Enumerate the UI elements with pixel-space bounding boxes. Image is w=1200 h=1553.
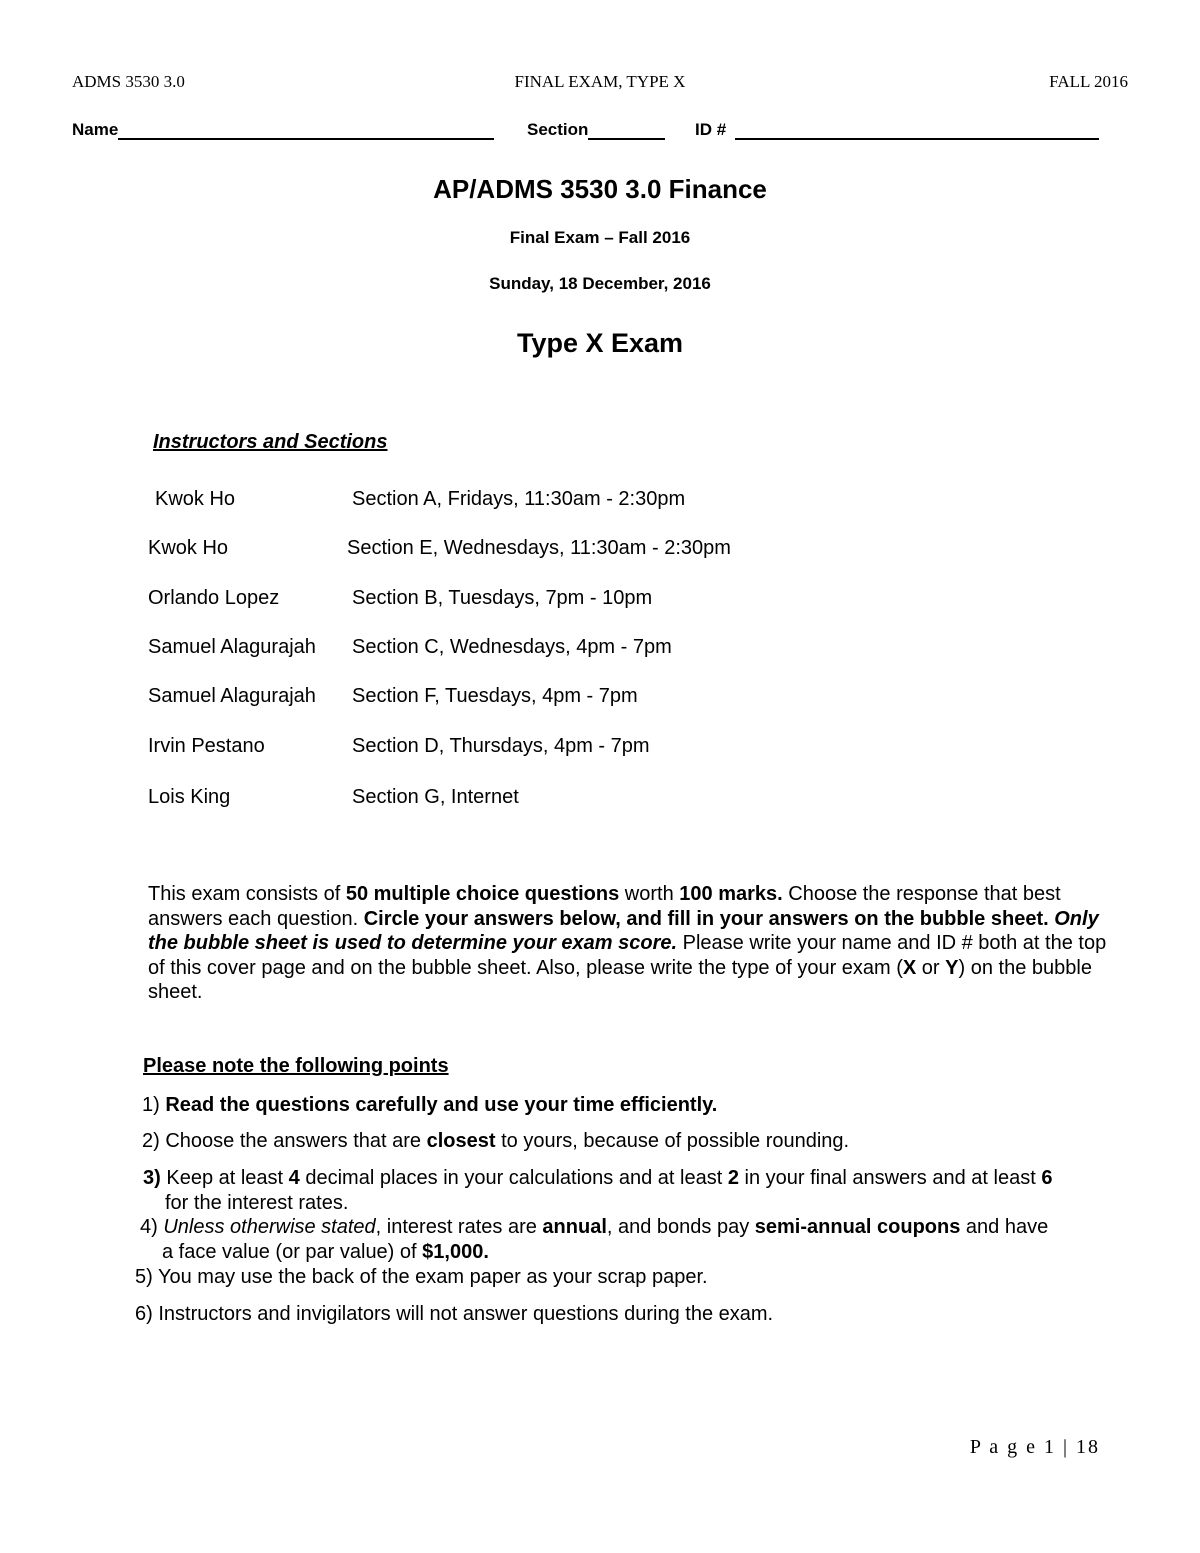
point-6: 6) Instructors and invigilators will not answer questions during the exam.	[135, 1303, 774, 1325]
point-3	[143, 1166, 1133, 1215]
point-text: decimal places in your calculations and at least	[299, 1167, 728, 1189]
header-term: FALL 2016	[1049, 72, 1128, 91]
intro-text: Please write your name and ID # both at the top of this cover page and on the bubble sheet. Also, please write the type of your exam (	[148, 932, 1107, 979]
exam-date: Sunday, 18 December, 2016	[489, 274, 711, 293]
point-1	[142, 1093, 1132, 1118]
instructor-name: Orlando Lopez	[148, 587, 280, 609]
exam-type-heading: Type X Exam	[516, 328, 684, 358]
instructor-name: Kwok Ho	[155, 488, 236, 510]
point-text: to yours, because of possible rounding.	[495, 1130, 850, 1152]
point-text-italic: Unless otherwise stated	[163, 1216, 376, 1238]
instructor-section: Section E, Wednesdays, 11:30am - 2:30pm	[347, 537, 731, 559]
point-text-bold: 6	[1041, 1167, 1053, 1189]
point-5: 5) You may use the back of the exam paper as your scrap paper.	[135, 1266, 708, 1288]
intro-bold-italic: Only the bubble sheet is used to determine your exam score.	[148, 907, 1099, 954]
name-label: Name	[72, 120, 119, 139]
point-text: Keep at least	[160, 1167, 289, 1189]
instructor-section: Section C, Wednesdays, 4pm - 7pm	[352, 636, 672, 658]
instructor-section: Section G, Internet	[352, 786, 519, 808]
page-number: P a g e 1 | 18	[969, 1436, 1100, 1458]
id-blank[interactable]	[735, 122, 1099, 140]
instructors-heading: Instructors and Sections	[153, 431, 388, 453]
point-text-bold: 2	[727, 1167, 739, 1189]
exam-subtitle: Final Exam – Fall 2016	[509, 228, 691, 247]
intro-text: This exam consists of	[148, 883, 346, 905]
intro-bold: X	[902, 956, 917, 979]
section-label: Section	[527, 120, 589, 139]
intro-text: or	[916, 956, 946, 979]
intro-bold: 100 marks.	[679, 883, 783, 905]
intro-text: ) on the bubble sheet.	[148, 956, 1092, 1003]
point-text-bold: $1,000.	[422, 1240, 489, 1263]
point-number: 2)	[142, 1130, 166, 1152]
point-text: a face value (or par value) of	[162, 1240, 423, 1263]
name-field[interactable]	[72, 120, 494, 140]
page-title: AP/ADMS 3530 3.0 Finance	[433, 174, 767, 204]
instructor-name: Lois King	[148, 786, 231, 808]
intro-text: worth	[619, 883, 680, 905]
point-text: , and bonds pay	[606, 1216, 755, 1238]
intro-bold: 50 multiple choice questions	[345, 883, 620, 905]
instructor-section: Section F, Tuesdays, 4pm - 7pm	[352, 685, 638, 707]
point-number: 3)	[143, 1167, 161, 1189]
instructor-section: Section D, Thursdays, 4pm - 7pm	[352, 735, 650, 757]
instructor-section: Section B, Tuesdays, 7pm - 10pm	[352, 587, 653, 609]
instructor-name: Samuel Alagurajah	[148, 685, 316, 707]
point-text: Read the questions carefully and use your time efficiently.	[165, 1094, 718, 1116]
points-heading: Please note the following points	[143, 1055, 449, 1077]
intro-bold: Y	[945, 956, 959, 979]
instructor-name: Irvin Pestano	[148, 735, 265, 757]
id-field[interactable]	[695, 120, 1099, 140]
point-text: for the interest rates.	[165, 1191, 349, 1214]
point-text-bold: closest	[426, 1130, 496, 1152]
point-text-bold: semi-annual coupons	[754, 1216, 961, 1238]
point-text: Choose the answers that are	[165, 1130, 427, 1152]
intro-bold: Circle your answers below, and fill in your answers on the bubble sheet.	[363, 907, 1049, 930]
instructor-name: Kwok Ho	[148, 537, 229, 559]
point-text: in your final answers and at least	[738, 1167, 1042, 1189]
exam-instructions-paragraph	[148, 882, 1118, 1005]
point-2	[142, 1129, 1132, 1154]
instructor-name: Samuel Alagurajah	[148, 636, 316, 658]
point-4-continued	[140, 1240, 1130, 1265]
name-blank[interactable]	[118, 122, 494, 140]
point-number: 1)	[142, 1094, 166, 1116]
header-course-code: ADMS 3530 3.0	[72, 72, 185, 91]
id-label: ID #	[695, 120, 727, 139]
point-4	[140, 1215, 1130, 1264]
instructor-section: Section A, Fridays, 11:30am - 2:30pm	[352, 488, 686, 510]
point-text: , interest rates are	[375, 1216, 543, 1238]
intro-text: Choose the response that best answers each question.	[148, 883, 1061, 930]
section-blank[interactable]	[588, 122, 665, 140]
point-text-bold: 4	[288, 1167, 300, 1189]
point-text: and have	[960, 1216, 1049, 1238]
point-number: 4)	[140, 1216, 164, 1238]
point-text-bold: annual	[542, 1216, 607, 1238]
section-field[interactable]	[527, 120, 665, 140]
header-exam-type: FINAL EXAM, TYPE X	[514, 72, 686, 91]
